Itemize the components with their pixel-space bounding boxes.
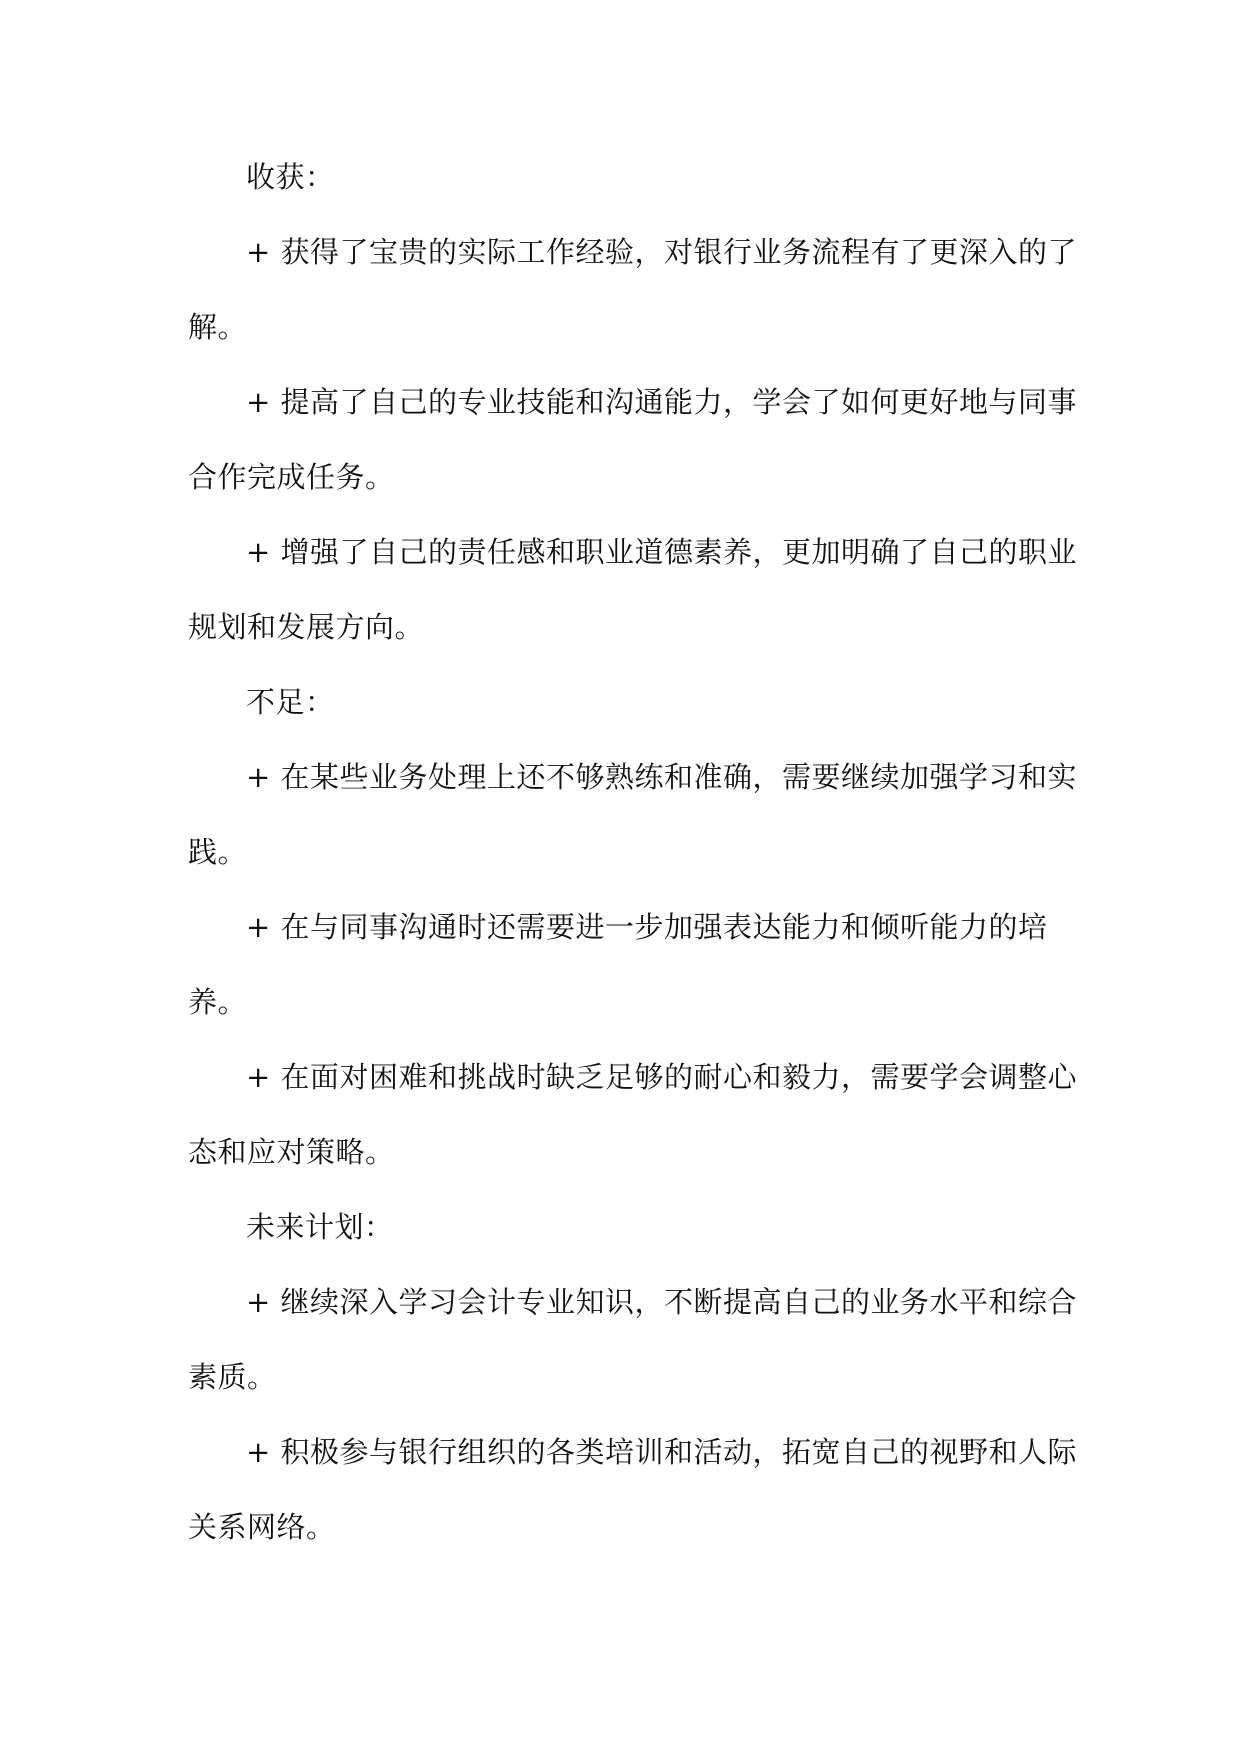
section-gains <box>188 140 1078 665</box>
list-item-line: + 积极参与银行组织的各类培训和活动，拓宽自己的视野和人际 <box>246 1435 1078 1469</box>
list-item-line: + 获得了宝贵的实际工作经验，对银行业务流程有了更深入的了 <box>246 235 1078 269</box>
list-item <box>188 1265 1078 1415</box>
list-item-line: + 继续深入学习会计专业知识，不断提高自己的业务水平和综合 <box>246 1285 1078 1319</box>
list-item <box>188 1040 1078 1190</box>
list-item <box>188 1415 1078 1565</box>
list-item-continuation: 态和应对策略。 <box>188 1135 395 1169</box>
section-heading: 收获： <box>246 160 335 194</box>
section-shortcomings <box>188 665 1078 1190</box>
list-item-line: + 在面对困难和挑战时缺乏足够的耐心和毅力，需要学会调整心 <box>246 1060 1078 1094</box>
section-future-plans <box>188 1190 1078 1565</box>
list-item-continuation: 践。 <box>188 835 248 869</box>
list-item-continuation: 规划和发展方向。 <box>188 610 425 644</box>
list-item-continuation: 关系网络。 <box>188 1510 336 1544</box>
list-item-line: + 增强了自己的责任感和职业道德素养，更加明确了自己的职业 <box>246 535 1078 569</box>
list-item <box>188 365 1078 515</box>
list-item-continuation: 素质。 <box>188 1360 277 1394</box>
list-item <box>188 890 1054 1040</box>
section-heading: 不足： <box>246 685 335 719</box>
list-item-line: + 提高了自己的专业技能和沟通能力，学会了如何更好地与同事 <box>246 385 1078 419</box>
list-item-continuation: 合作完成任务。 <box>188 460 395 494</box>
list-item <box>188 740 1078 890</box>
list-item-line: + 在与同事沟通时还需要进一步加强表达能力和倾听能力的培 <box>246 910 1048 944</box>
list-item-continuation: 养。 <box>188 985 248 1019</box>
document-body <box>188 140 1078 1565</box>
list-item-continuation: 解。 <box>188 310 248 344</box>
list-item-line: + 在某些业务处理上还不够熟练和准确，需要继续加强学习和实 <box>246 760 1078 794</box>
section-heading: 未来计划： <box>246 1210 394 1244</box>
list-item <box>188 515 1078 665</box>
list-item <box>188 215 1078 365</box>
